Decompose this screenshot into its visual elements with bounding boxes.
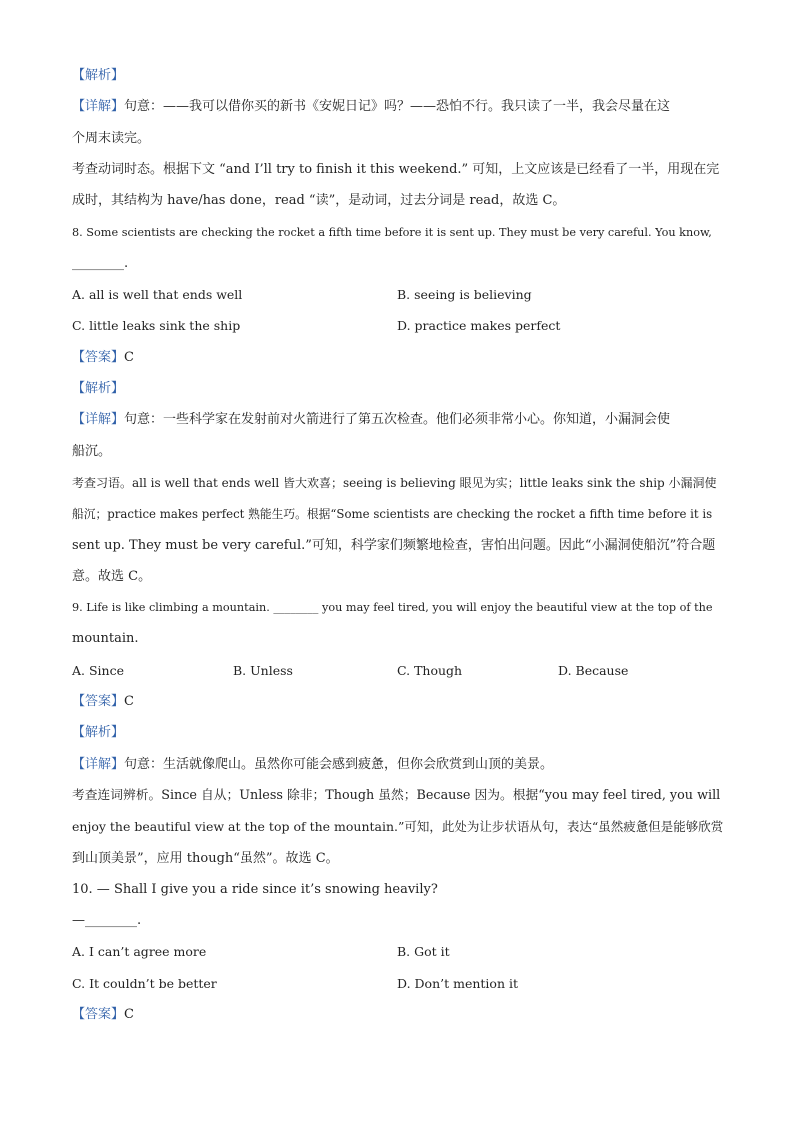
text-line (72, 192, 722, 210)
answer-line (72, 1006, 722, 1024)
line-text: 考查习语。all is well that ends well 皆大欢喜；seeing is believing 眼见为实；little leaks sink the ship 小漏洞使 (72, 476, 717, 490)
line-text: 10. — Shall I give you a ride since it’s snowing heavily? (72, 882, 438, 897)
line-text: 句意：——我可以借你买的新书《安妮日记》吗？——恐怕不行。我只读了一半，我会尽量在这 (124, 99, 671, 114)
line-text: 考查动词时态。根据下文 “and I’ll try to finish it this weekend.” 可知，上文应该是已经看了一半，用现在完 (72, 162, 720, 177)
text-line (72, 568, 722, 586)
line-text: enjoy the beautiful view at the top of the mountain.”可知，此处为让步状语从句，表达“虽然疲惫但是能够欣赏 (72, 819, 724, 834)
section-tag: 【答案】 (72, 1007, 125, 1022)
option-a: A. I can’t agree more (72, 944, 207, 959)
line-text: 9. Life is like climbing a mountain. ________ you may feel tired, you will enjoy the beautiful view at the top of the (72, 601, 713, 614)
text-line (72, 787, 722, 805)
text-line (72, 912, 722, 930)
text-line (72, 474, 722, 492)
option-d: D. Because (558, 663, 629, 678)
answer-value: C (124, 1007, 134, 1022)
line-text: 句意：生活就像爬山。虽然你可能会感到疲惫，但你会欣赏到山顶的美景。 (124, 757, 554, 772)
line-text: sent up. They must be very careful.”可知，科学家们频繁地检查，害怕出问题。因此“小漏洞使船沉”符合题 (72, 538, 716, 553)
line-text: 成时，其结构为 have/has done，read “读”，是动词，过去分词是 read，故选 C。 (72, 193, 566, 208)
line-text: 船沉。 (72, 444, 112, 459)
text-line (72, 443, 722, 461)
option-a: C. It couldn’t be better (72, 976, 217, 991)
option-a: A. all is well that ends well (72, 287, 243, 302)
text-line (72, 505, 722, 523)
line-text: ________. (72, 256, 129, 271)
option-b: D. practice makes perfect (397, 318, 561, 333)
line-text: 到山顶美景”，应用 though“虽然”。故选 C。 (72, 851, 339, 866)
section-tag: 【详解】 (72, 99, 125, 114)
text-line (72, 881, 722, 899)
section-tag: 【详解】 (72, 412, 125, 427)
section-label: 【解析】 (72, 68, 125, 83)
section-tag: 【答案】 (72, 350, 125, 365)
text-line (72, 224, 722, 242)
line-text: 考查连词辨析。Since 自从；Unless 除非；Though 虽然；Because 因为。根据“you may feel tired, you will (72, 788, 721, 803)
text-line (72, 850, 722, 868)
line-text: 个周末读完。 (72, 131, 151, 146)
text-line (72, 98, 722, 116)
section-label: 【解析】 (72, 381, 125, 396)
section-label: 【解析】 (72, 725, 125, 740)
line-text: —________. (72, 913, 142, 928)
text-line (72, 537, 722, 555)
text-line (72, 756, 722, 774)
line-text: 句意：一些科学家在发射前对火箭进行了第五次检查。他们必须非常小心。你知道，小漏洞会使 (124, 412, 671, 427)
answer-value: C (124, 350, 134, 365)
text-line (72, 411, 722, 429)
option-a: A. Since (72, 663, 124, 678)
answer-line (72, 693, 722, 711)
text-line (72, 599, 722, 617)
option-a: C. little leaks sink the ship (72, 318, 241, 333)
option-b: D. Don’t mention it (397, 976, 518, 991)
section-tag: 【答案】 (72, 694, 125, 709)
text-line (72, 818, 722, 836)
answer-value: C (124, 694, 134, 709)
text-line (72, 130, 722, 148)
text-line (72, 630, 722, 648)
answer-line (72, 349, 722, 367)
text-line (72, 161, 722, 179)
line-text: 8. Some scientists are checking the rocket a fifth time before it is sent up. They must be very careful. You know, (72, 226, 712, 239)
option-b: B. seeing is believing (397, 287, 532, 302)
line-text: 意。故选 C。 (72, 569, 152, 584)
option-c: C. Though (397, 663, 463, 678)
option-b: B. Got it (397, 944, 450, 959)
section-tag: 【详解】 (72, 757, 125, 772)
option-b: B. Unless (233, 663, 293, 678)
text-line (72, 255, 722, 273)
line-text: mountain. (72, 631, 139, 646)
line-text: 船沉；practice makes perfect 熟能生巧。根据“Some scientists are checking the rocket a fifth time before it is (72, 507, 713, 521)
